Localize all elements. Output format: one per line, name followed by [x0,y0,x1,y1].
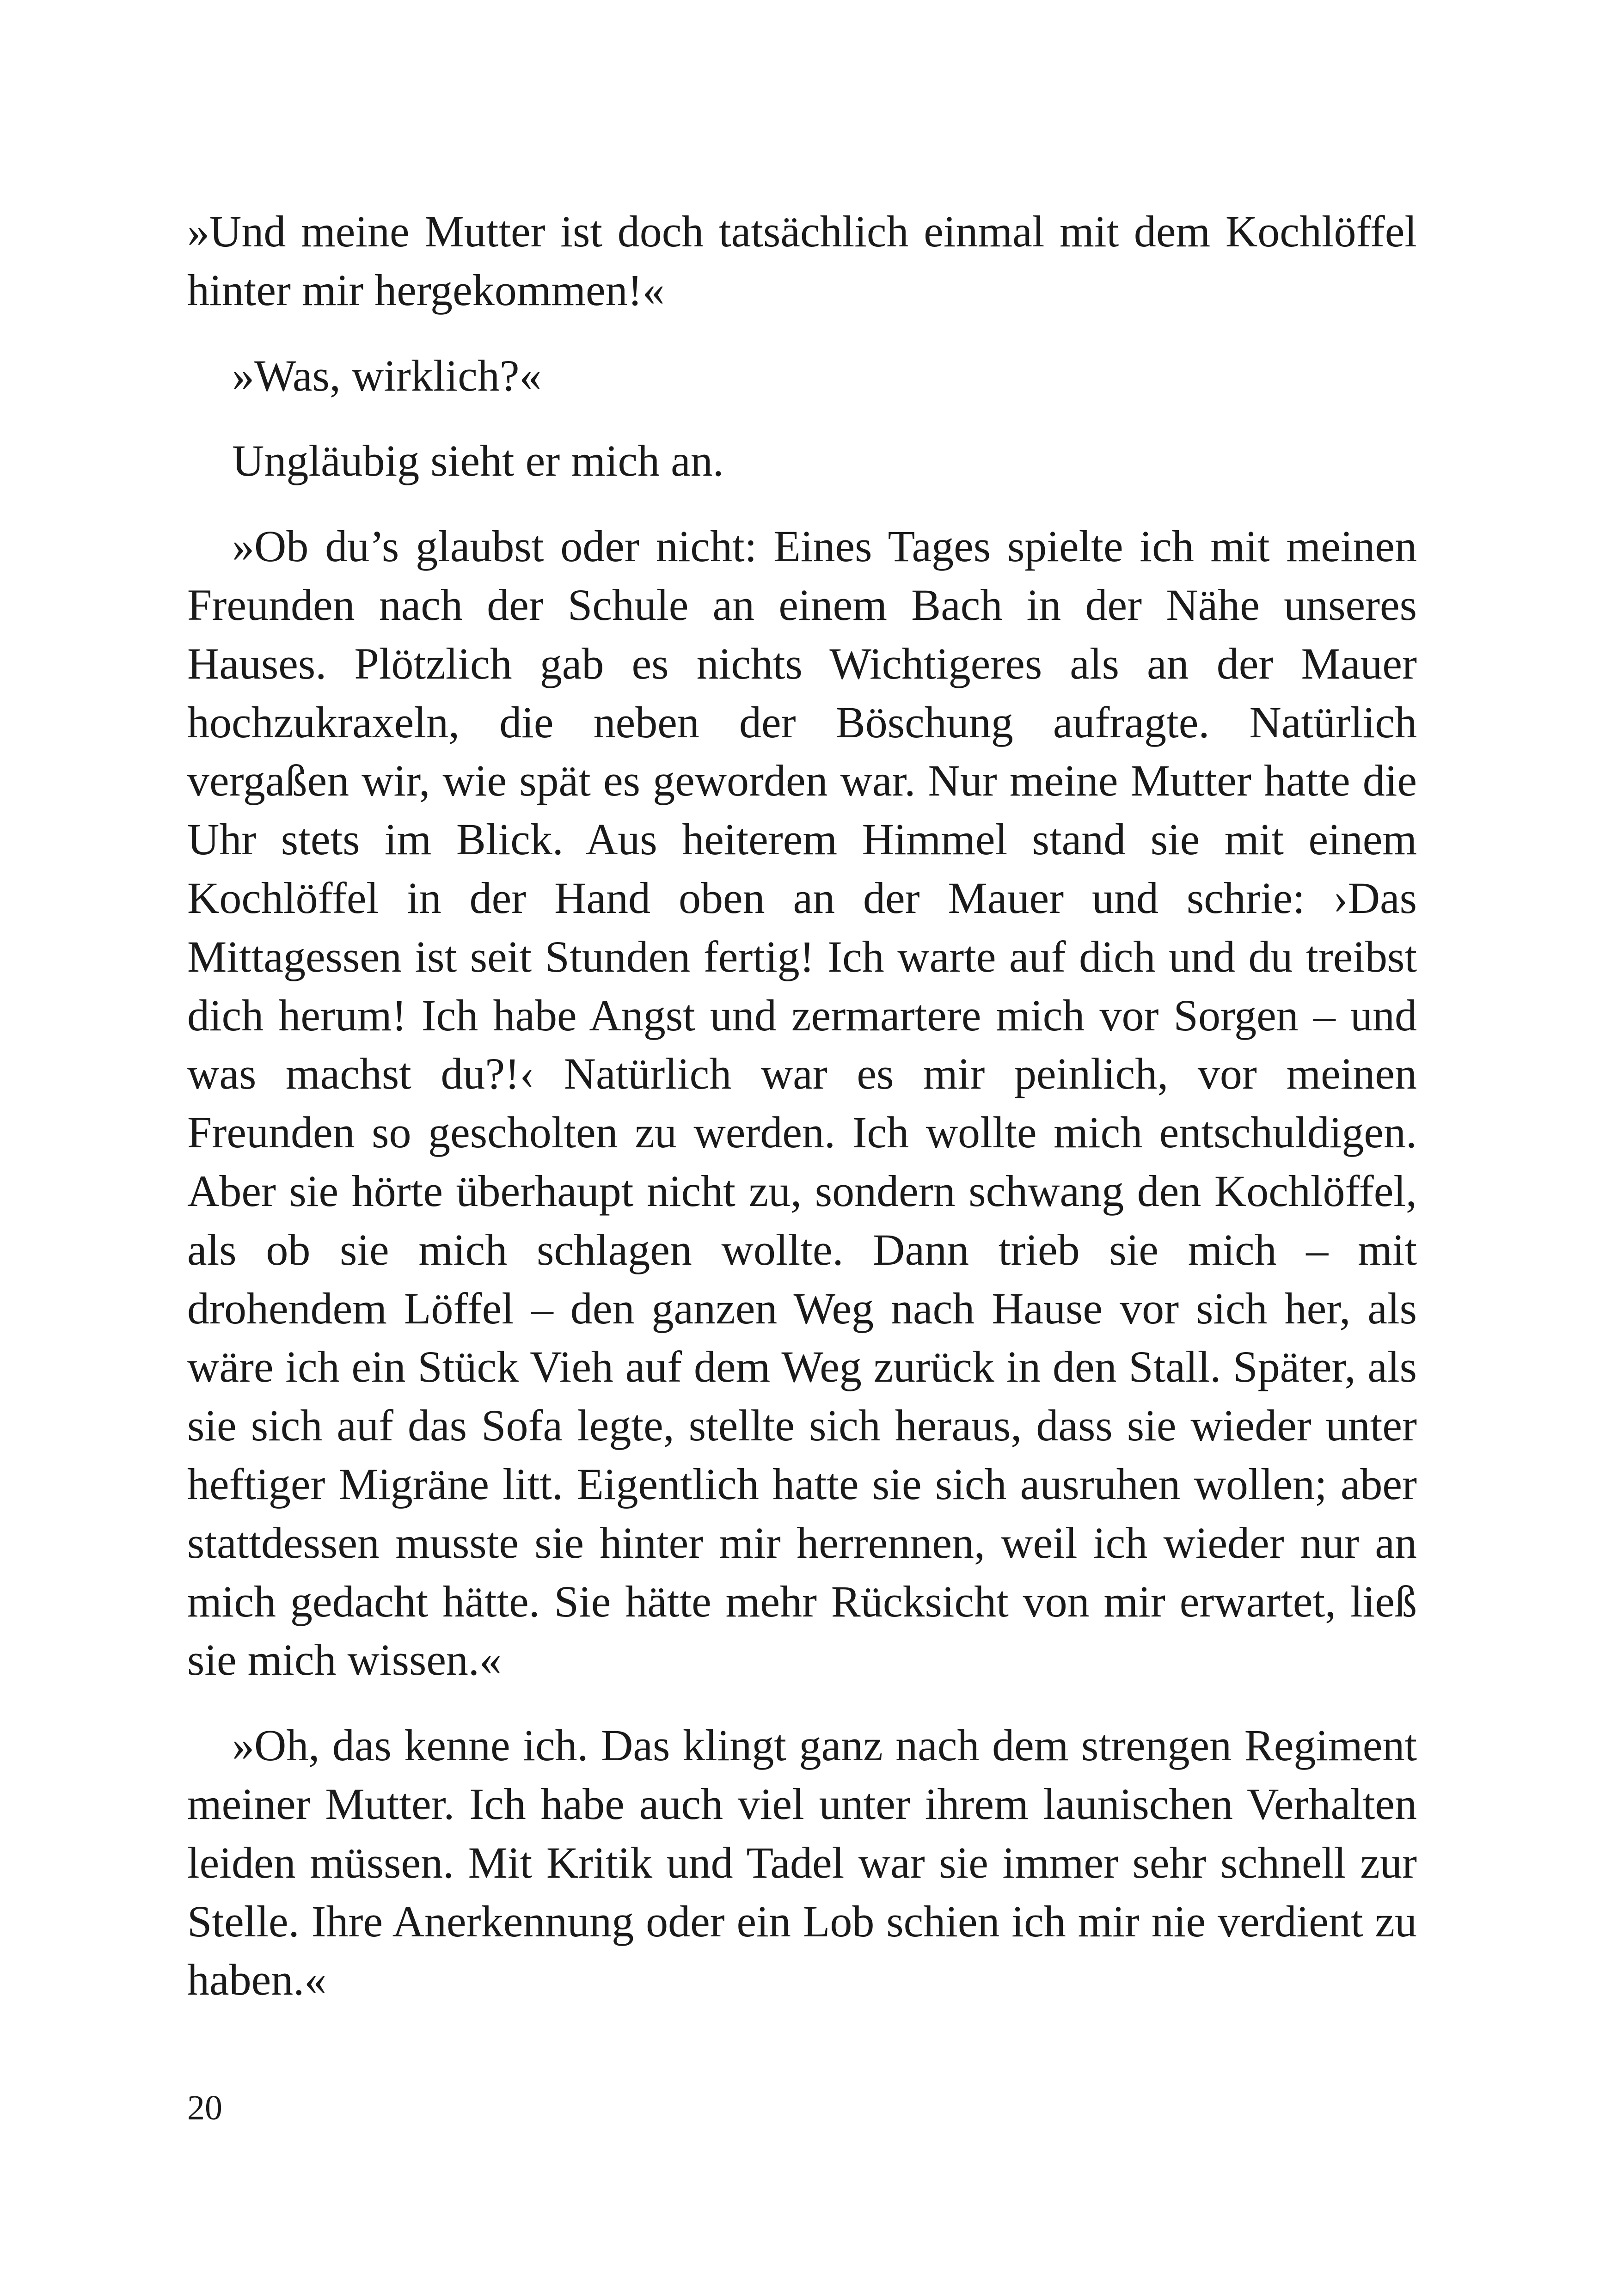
paragraph-2: »Was, wirklich?« [232,350,542,400]
body-text [187,202,1417,2009]
page-number: 20 [187,2088,222,2127]
paragraph-3: Ungläubig sieht er mich an. [232,436,724,486]
paragraph-1: »Und meine Mutter ist doch tatsächlich einmal mit dem Kochlöffel hinter mir hergekommen!« [187,207,1417,315]
paragraph-5: »Oh, das kenne ich. Das klingt ganz nach dem strengen Regiment meiner Mutter. Ich habe auch viel unter ihrem launischen Verhalten leiden müssen. Mit Kritik und Tadel war sie immer sehr schnell zur Stelle. Ihre Anerkennung oder ein Lob schien ich mir nie verdient zu haben.« [187,1720,1417,2005]
paragraph-4: »Ob du’s glaubst oder nicht: Eines Tages spielte ich mit meinen Freunden nach der Schule an einem Bach in der Nähe unseres Hauses. Plötzlich gab es nichts Wichtigeres als an der Mauer hochzukraxeln, die neben der Böschung aufragte. Natürlich vergaßen wir, wie spät es geworden war. Nur meine Mutter hatte die Uhr stets im Blick. Aus heiterem Himmel stand sie mit einem Kochlöffel in der Hand oben an der Mauer und schrie: ›Das Mittagessen ist seit Stunden fertig! Ich warte auf dich und du treibst dich herum! Ich habe Angst und zermartere mich vor Sorgen – und was machst du?!‹ Natürlich war es mir peinlich, vor meinen Freunden so gescholten zu werden. Ich wollte mich entschuldigen. Aber sie hörte überhaupt nicht zu, sondern schwang den Kochlöffel, als ob sie mich schlagen wollte. Dann trieb sie mich – mit drohendem Löffel – den ganzen Weg nach Hause vor sich her, als wäre ich ein Stück Vieh auf dem Weg zurück in den Stall. Später, als sie sich auf das Sofa legte, stellte sich heraus, dass sie wieder unter heftiger Migräne litt. Eigentlich hatte sie sich ausruhen wollen; aber stattdessen musste sie hinter mir herrennen, weil ich wieder nur an mich gedacht hätte. Sie hätte mehr Rücksicht von mir erwartet, ließ sie mich wissen.« [187,521,1417,1685]
